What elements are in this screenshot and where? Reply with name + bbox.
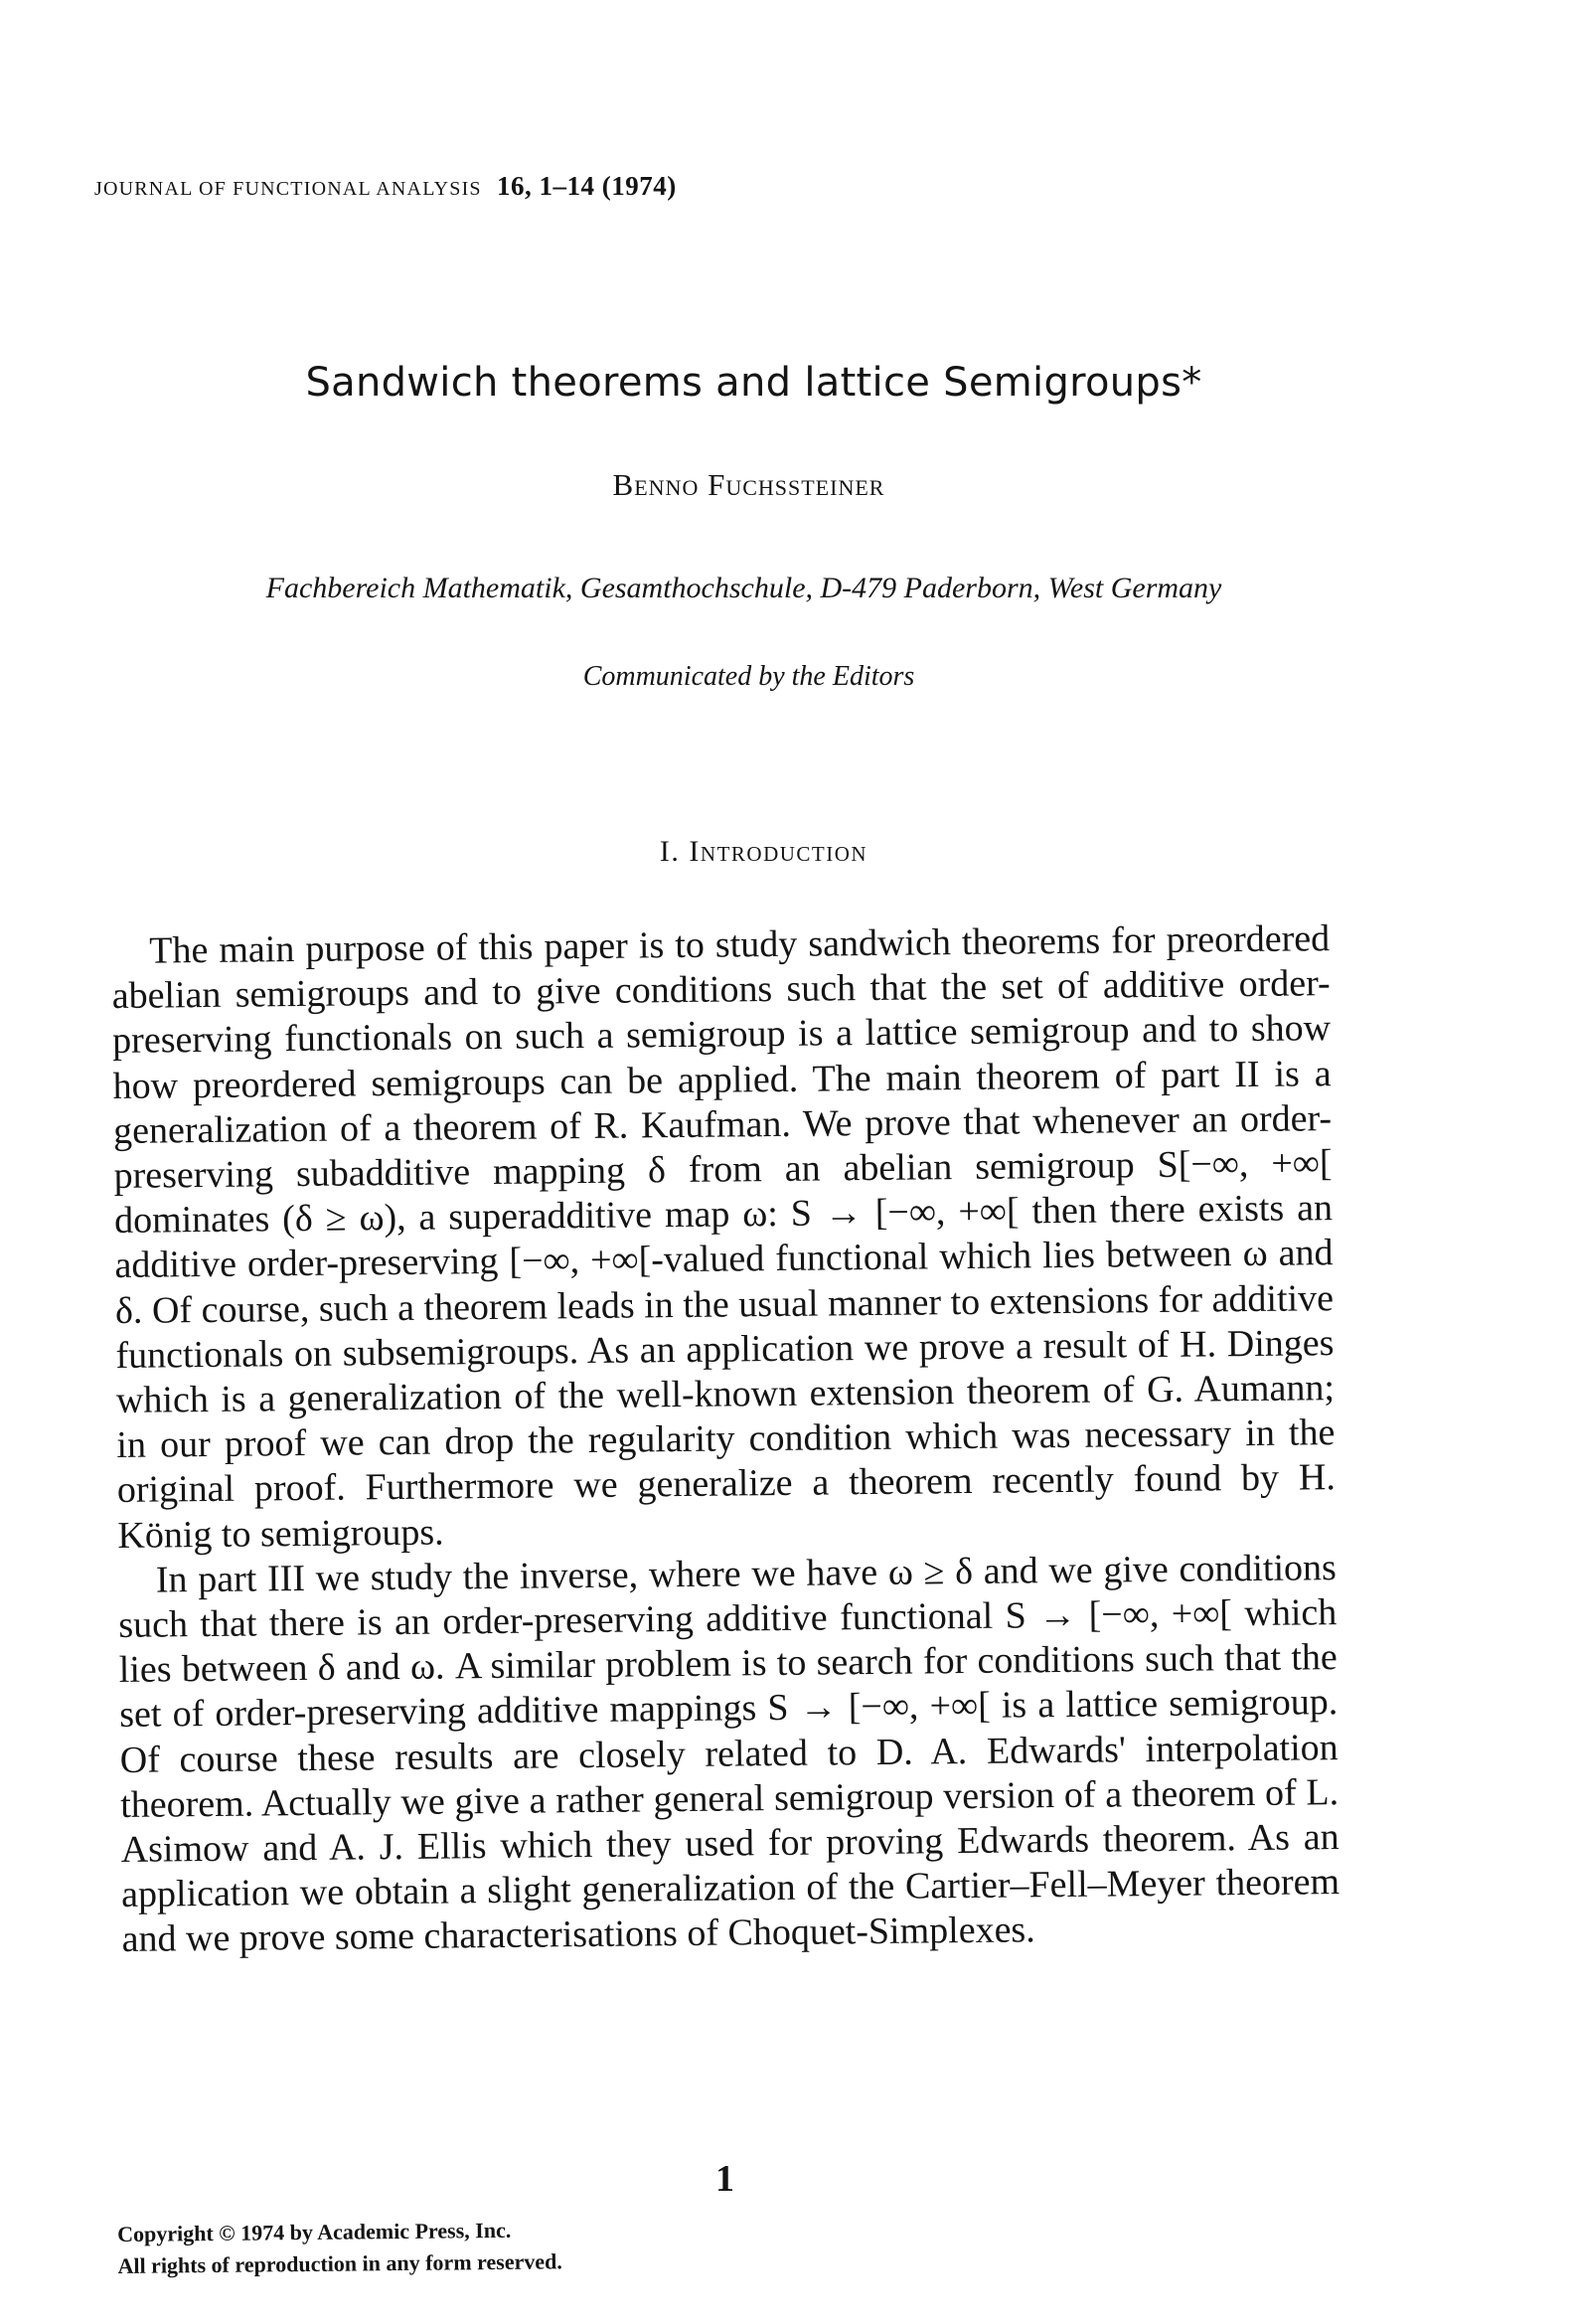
section-title: Introduction bbox=[689, 835, 868, 868]
body-text bbox=[111, 916, 1340, 1962]
communicated-note: Communicated by the Editors bbox=[582, 661, 915, 692]
rights-line: All rights of reproduction in any form reserved. bbox=[117, 2248, 562, 2278]
section-heading bbox=[0, 835, 1577, 869]
paragraph: In part III we study the inverse, where we have ω ≥ δ and we give conditions such that there is an order-preserving additive functional S → [−∞, +∞[ which lies between δ and ω. A similar problem is to search for conditions such that the set of order-preserving additive mappings S → [−∞, +∞[ is a lattice semigroup. Of course these results are closely related to D. A. Edwards' interpolation theorem. Actually we give a rather general semigroup version of a theorem of L. Asimow and A. J. Ellis which they used for proving Edwards theorem. As an application we obtain a slight generalization of the Cartier–Fell–Meyer theorem and we prove some characterisations of Choquet-Simplexes. bbox=[118, 1546, 1340, 1961]
section-number: I. bbox=[659, 835, 681, 868]
journal-header bbox=[94, 171, 677, 202]
journal-name: JOURNAL OF FUNCTIONAL ANALYSIS bbox=[94, 178, 482, 200]
paper-title: Sandwich theorems and lattice Semigroups* bbox=[305, 360, 1202, 406]
page-number: 1 bbox=[715, 2158, 734, 2200]
author-affiliation: Fachbereich Mathematik, Gesamthochschule, D-479 Paderborn, West Germany bbox=[265, 572, 1222, 604]
copyright-line: Copyright © 1974 by Academic Press, Inc. bbox=[117, 2217, 512, 2246]
author-name: Benno Fuchssteiner bbox=[612, 467, 885, 502]
paragraph: The main purpose of this paper is to study sandwich theorems for preordered abelian semigroups and to give conditions such that the set of additive order-preserving functionals on such a semigroup is a lattice semigroup and to show how preordered semigroups can be applied. The main theorem of part II is a generalization of a theorem of R. Kaufman. We prove that whenever an order-preserving subadditive mapping δ from an abelian semigroup S[−∞, +∞[ dominates (δ ≥ ω), a superadditive map ω: S → [−∞, +∞[ then there exists an additive order-preserving [−∞, +∞[-valued functional which lies between ω and δ. Of course, such a theorem leads in the usual manner to extensions for additive functionals on subsemigroups. As an application we prove a result of H. Dinges which is a generalization of the well-known extension theorem of G. Aumann; in our proof we can drop the regularity condition which was necessary in the original proof. Furthermore we generalize a theorem recently found by H. König to semigroups. bbox=[111, 917, 1337, 1557]
copyright-notice bbox=[117, 2214, 562, 2282]
journal-citation: 16, 1–14 (1974) bbox=[497, 171, 677, 201]
